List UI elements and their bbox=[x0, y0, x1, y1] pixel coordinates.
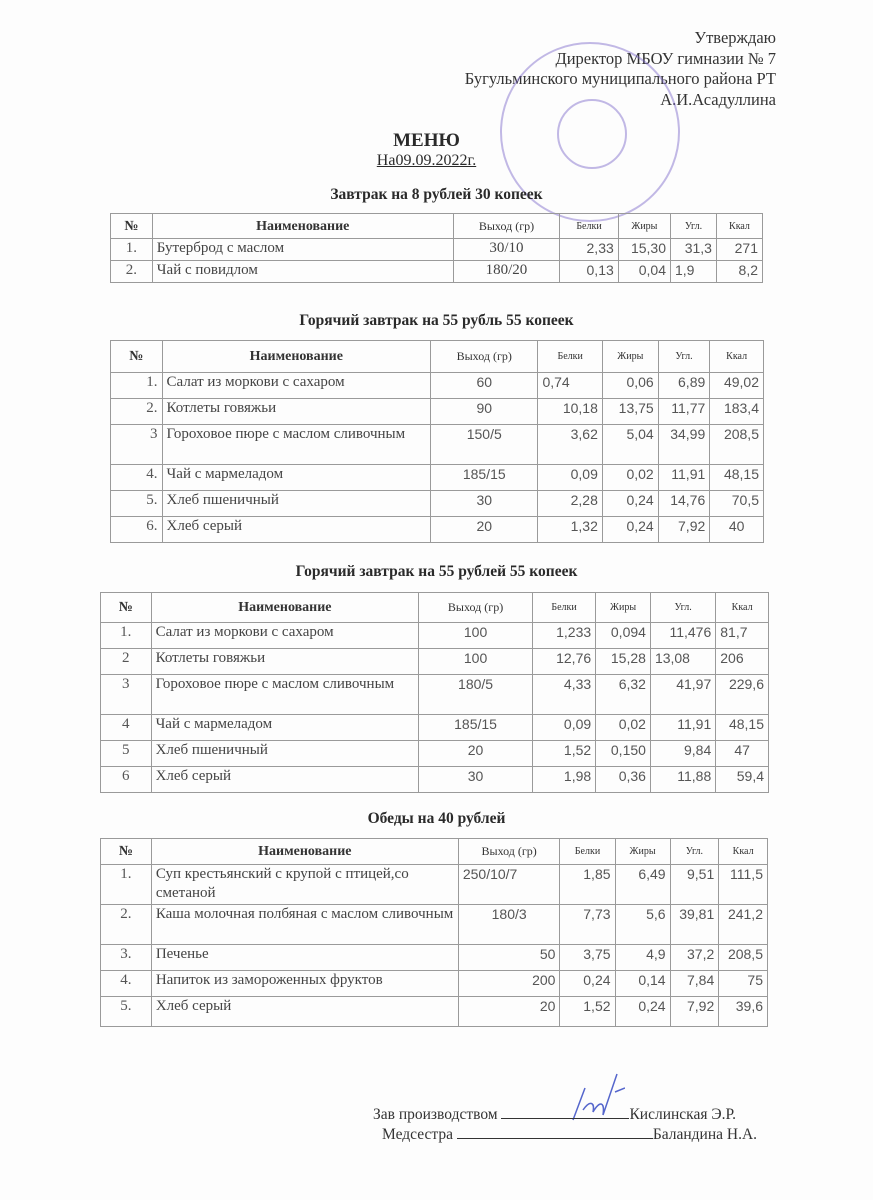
col-carbs: Угл. bbox=[658, 341, 710, 373]
table-header-row bbox=[111, 341, 764, 373]
table-row: 5. Хлеб серый 20 1,52 0,24 7,92 39,6 bbox=[101, 997, 768, 1027]
col-protein: Белки bbox=[560, 214, 619, 239]
table-row: 2. Чай с повидлом 180/20 0,13 0,04 1,9 8,2 bbox=[111, 261, 763, 283]
approval-line: А.И.Асадуллина bbox=[660, 89, 776, 109]
table-row: 3 Гороховое пюре с маслом сливочным 180/5 4,33 6,32 41,97 229,6 bbox=[101, 675, 769, 715]
signature-row: Зав производством Кислинская Э.Р. bbox=[373, 1106, 737, 1123]
table-row: 4. Напиток из замороженных фруктов 200 0,24 0,14 7,84 75 bbox=[101, 971, 768, 997]
section-heading: Обеды на 40 рублей bbox=[367, 810, 506, 827]
menu-table bbox=[100, 592, 769, 793]
col-fat: Жиры bbox=[602, 341, 658, 373]
col-name: Наименование bbox=[151, 593, 419, 623]
col-protein: Белки bbox=[560, 839, 615, 865]
col-fat: Жиры bbox=[615, 839, 670, 865]
table-row: 5 Хлеб пшеничный 20 1,52 0,150 9,84 47 bbox=[101, 741, 769, 767]
col-kcal: Ккал bbox=[716, 593, 769, 623]
col-number: № bbox=[111, 341, 163, 373]
col-yield: Выход (гр) bbox=[453, 214, 560, 239]
table-row: 1. Салат из моркови с сахаром 100 1,233 0,094 11,476 81,7 bbox=[101, 623, 769, 649]
col-protein: Белки bbox=[532, 593, 595, 623]
menu-date: На09.09.2022г. bbox=[376, 152, 477, 169]
col-fat: Жиры bbox=[618, 214, 670, 239]
table-row: 2. Котлеты говяжьи 90 10,18 13,75 11,77 183,4 bbox=[111, 399, 764, 425]
col-protein: Белки bbox=[538, 341, 602, 373]
table-header-row bbox=[101, 839, 768, 865]
col-number: № bbox=[111, 214, 153, 239]
table-row: 1. Суп крестьянский с крупой с птицей,со сметаной 250/10/7 1,85 6,49 9,51 111,5 bbox=[101, 865, 768, 905]
table-row: 5. Хлеб пшеничный 30 2,28 0,24 14,76 70,5 bbox=[111, 491, 764, 517]
menu-table bbox=[110, 340, 764, 543]
table-row: 3 Гороховое пюре с маслом сливочным 150/5 3,62 5,04 34,99 208,5 bbox=[111, 425, 764, 465]
table-row: 2 Котлеты говяжьи 100 12,76 15,28 13,08 206 bbox=[101, 649, 769, 675]
table-row: 1. Салат из моркови с сахаром 60 0,74 0,06 6,89 49,02 bbox=[111, 373, 764, 399]
section-heading: Горячий завтрак на 55 рубль 55 копеек bbox=[299, 312, 574, 329]
table-row: 6. Хлеб серый 20 1,32 0,24 7,92 40 bbox=[111, 517, 764, 543]
menu-table bbox=[110, 213, 763, 283]
table-header-row bbox=[111, 214, 763, 239]
section-heading: Горячий завтрак на 55 рублей 55 копеек bbox=[295, 563, 578, 580]
table-row: 2. Каша молочная полбяная с маслом сливочным 180/3 7,73 5,6 39,81 241,2 bbox=[101, 905, 768, 945]
table-header-row bbox=[101, 593, 769, 623]
col-carbs: Угл. bbox=[671, 214, 717, 239]
page-title: МЕНЮ bbox=[393, 130, 460, 151]
col-kcal: Ккал bbox=[710, 341, 764, 373]
approval-line: Директор МБОУ гимназии № 7 bbox=[555, 48, 776, 68]
col-name: Наименование bbox=[152, 214, 453, 239]
table-row: 4. Чай с мармеладом 185/15 0,09 0,02 11,91 48,15 bbox=[111, 465, 764, 491]
table-row: 1. Бутерброд с маслом 30/10 2,33 15,30 31,3 271 bbox=[111, 239, 763, 261]
col-kcal: Ккал bbox=[716, 214, 762, 239]
approval-line: Бугульминского муниципального района РТ bbox=[464, 69, 776, 88]
col-number: № bbox=[101, 593, 152, 623]
col-carbs: Угл. bbox=[670, 839, 719, 865]
signature-line bbox=[457, 1124, 653, 1139]
col-yield: Выход (гр) bbox=[431, 341, 538, 373]
col-fat: Жиры bbox=[596, 593, 651, 623]
table-row: 6 Хлеб серый 30 1,98 0,36 11,88 59,4 bbox=[101, 767, 769, 793]
col-yield: Выход (гр) bbox=[458, 839, 560, 865]
col-kcal: Ккал bbox=[719, 839, 768, 865]
section-heading: Завтрак на 8 рублей 30 копеек bbox=[330, 186, 543, 203]
table-row: 3. Печенье 50 3,75 4,9 37,2 208,5 bbox=[101, 945, 768, 971]
col-name: Наименование bbox=[151, 839, 458, 865]
col-number: № bbox=[101, 839, 152, 865]
signature-line bbox=[501, 1104, 629, 1119]
col-name: Наименование bbox=[162, 341, 431, 373]
col-yield: Выход (гр) bbox=[419, 593, 533, 623]
col-carbs: Угл. bbox=[650, 593, 715, 623]
menu-table bbox=[100, 838, 768, 1027]
table-row: 4 Чай с мармеладом 185/15 0,09 0,02 11,91 48,15 bbox=[101, 715, 769, 741]
signature-row: Медсестра Баландина Н.А. bbox=[382, 1126, 758, 1143]
approval-line: Утверждаю bbox=[694, 28, 776, 47]
